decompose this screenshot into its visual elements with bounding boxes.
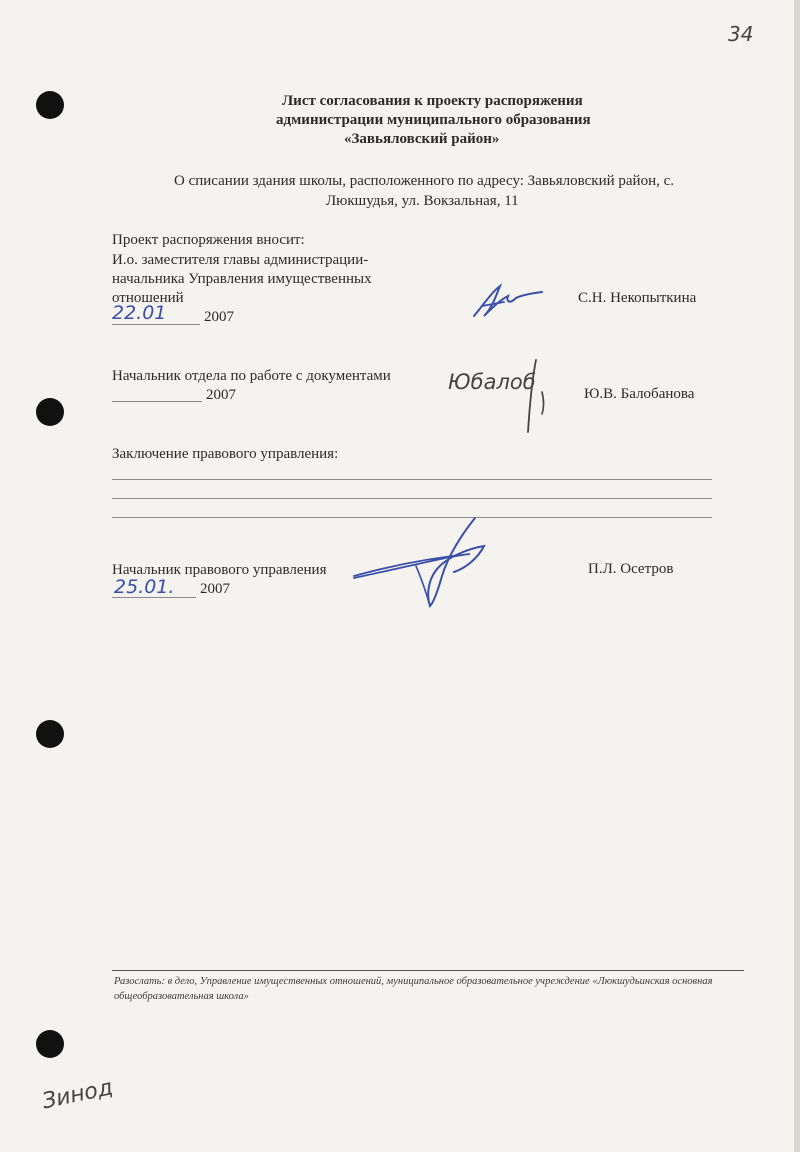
legal-conclusion-label: Заключение правового управления: xyxy=(112,446,339,462)
document-title-line-2: администрации муниципального образования xyxy=(276,112,591,128)
page-number: 34 xyxy=(728,22,754,46)
punch-hole xyxy=(36,1030,64,1058)
scan-edge xyxy=(794,0,800,1152)
legal-conclusion-line-1 xyxy=(112,479,712,480)
distribution-line-1: Разослать: в дело, Управление имущественных отношений, муниципальное образовательное учреждение «Люкшудьинская основная xyxy=(114,976,713,987)
docs-head-date-line xyxy=(112,401,202,402)
distribution-line-2: общеобразовательная школа» xyxy=(114,991,249,1002)
submitter-handwritten-date: 22.01 xyxy=(112,302,167,324)
submitter-heading: Проект распоряжения вносит: xyxy=(112,232,305,248)
docs-head-position: Начальник отдела по работе с документами xyxy=(112,368,391,384)
submitter-year: 2007 xyxy=(204,309,234,325)
legal-head-position: Начальник правового управления xyxy=(112,562,327,578)
legal-year: 2007 xyxy=(200,581,230,597)
docs-head-signature-stroke xyxy=(516,356,556,436)
punch-hole xyxy=(36,398,64,426)
submitter-date-line xyxy=(112,324,200,325)
legal-conclusion-line-2 xyxy=(112,498,712,499)
punch-hole xyxy=(36,91,64,119)
submitter-position-line-3: отношений xyxy=(112,290,184,306)
submitter-position-line-2: начальника Управления имущественных xyxy=(112,271,372,287)
docs-head-name: Ю.В. Балобанова xyxy=(584,386,695,402)
legal-date-line xyxy=(112,597,196,598)
legal-head-name: П.Л. Осетров xyxy=(588,561,674,577)
subject-line-1: О списании здания школы, расположенного по адресу: Завьяловский район, с. xyxy=(174,173,675,189)
document-title-line-3: «Завьяловский район» xyxy=(344,131,500,147)
submitter-signature xyxy=(470,282,550,322)
document-title-line-1: Лист согласования к проекту распоряжения xyxy=(282,93,583,109)
docs-head-year: 2007 xyxy=(206,387,236,403)
subject-line-2: Люкшудья, ул. Вокзальная, 11 xyxy=(326,193,519,209)
margin-note: Зинод xyxy=(40,1075,116,1115)
punch-hole xyxy=(36,720,64,748)
legal-head-signature xyxy=(350,510,500,610)
docs-head-signature: Юбалоб xyxy=(448,370,536,394)
footer-divider xyxy=(112,970,744,971)
submitter-position-line-1: И.о. заместителя главы администрации- xyxy=(112,252,369,268)
legal-handwritten-date: 25.01. xyxy=(114,576,175,598)
submitter-name: С.Н. Некопыткина xyxy=(578,290,697,306)
